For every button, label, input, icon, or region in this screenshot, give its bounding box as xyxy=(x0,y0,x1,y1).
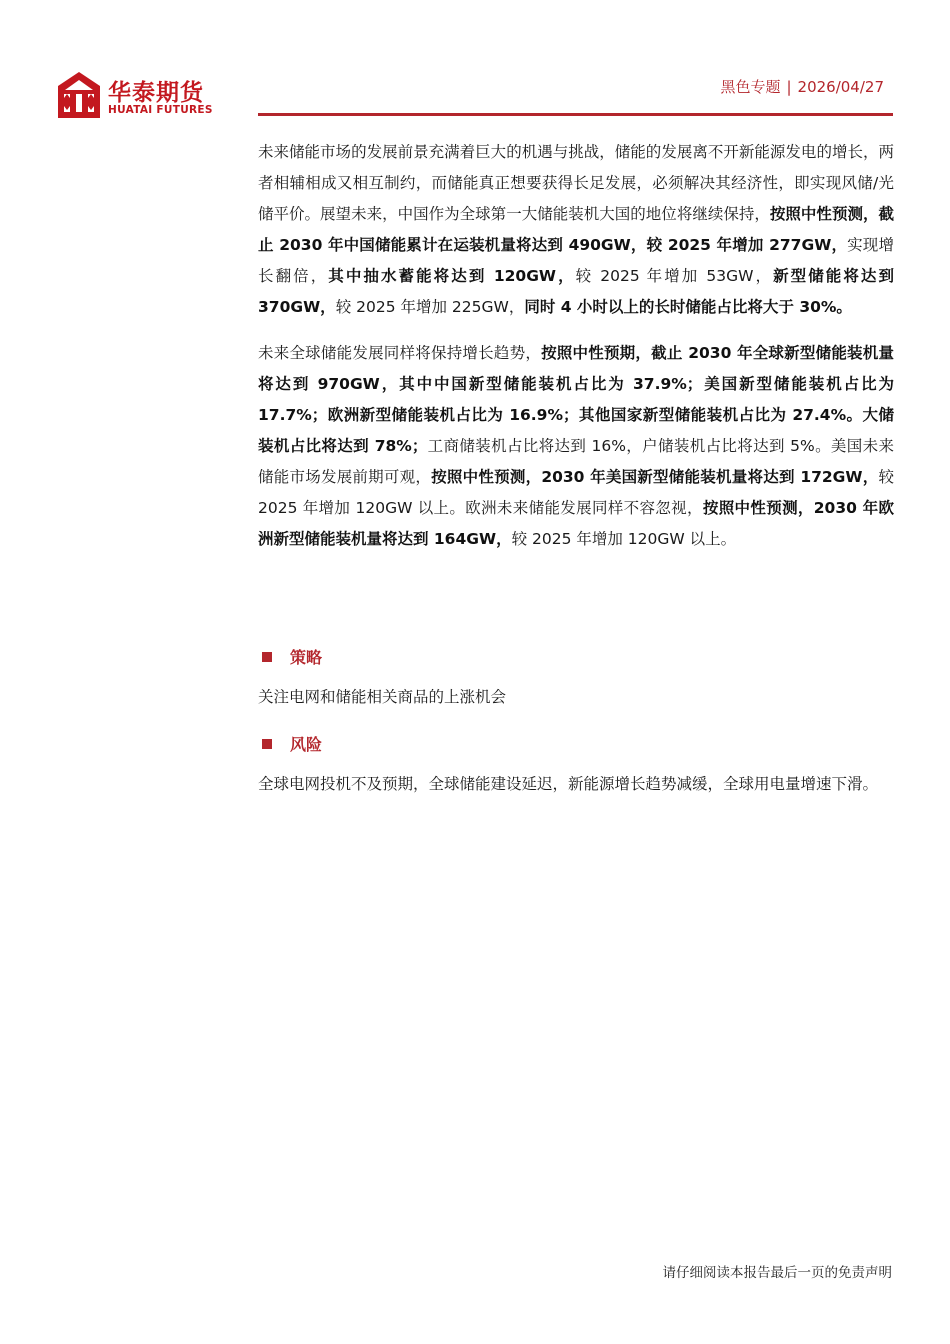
bold-text-segment: 按照中性预测，2030 年欧洲新型储能装机量将达到 164GW， xyxy=(258,499,894,548)
header-meta xyxy=(720,76,884,97)
header-separator: | xyxy=(786,78,792,96)
huatai-logo-icon xyxy=(58,72,100,118)
risk-heading xyxy=(262,732,322,755)
text-segment: 未来储能市场的发展前景充满着巨大的机遇与挑战，储能的发展离不开新能源发电的增长，两者相辅相成又相互制约，而储能真正想要获得长足发展，必须解决其经济性，即实现风储/光储平价。展望未来，中国作为全球第一大储能装机大国的地位将继续保持， xyxy=(258,143,894,223)
bold-text-segment: 按照中性预期，截止 2030 年全球新型储能装机量将达到 970GW，其中中国新型储能装机占比为 37.9%；美国新型储能装机占比为 17.7%；欧洲新型储能装机占比为 16.9%；其他国家新型储能装机占比为 27.4%。大储装机占比将达到 78%； xyxy=(258,344,894,455)
strategy-text: 关注电网和储能相关商品的上涨机会 xyxy=(258,688,507,706)
main-content xyxy=(258,137,894,555)
report-category: 黑色专题 xyxy=(720,78,781,96)
paragraph-china-storage xyxy=(258,137,894,323)
text-segment: 工商储装机占比将达到 16%，户储装机占比将达到 5%。美国未来储能市场发展前期可观， xyxy=(258,437,894,486)
text-segment: 实现增长翻倍， xyxy=(258,236,894,285)
report-date: 2026/04/27 xyxy=(797,78,884,96)
bold-text-segment: 按照中性预测，截止 2030 年中国储能累计在运装机量将达到 490GW，较 2025 年增加 277GW， xyxy=(258,205,894,254)
bold-text-segment: 其中抽水蓄能将达到 120GW， xyxy=(328,267,576,285)
company-logo xyxy=(58,72,228,122)
logo-cn-text: 华泰期货 xyxy=(108,80,204,106)
logo-en-text: HUATAI FUTURES xyxy=(108,104,213,116)
text-segment: 较 2025 年增加 225GW， xyxy=(335,298,525,316)
paragraph-global-storage xyxy=(258,338,894,555)
text-segment: 未来全球储能发展同样将保持增长趋势， xyxy=(258,344,542,362)
strategy-heading xyxy=(262,645,322,668)
risk-text: 全球电网投机不及预期，全球储能建设延迟，新能源增长趋势减缓，全球用电量增速下滑。 xyxy=(258,775,879,793)
bold-text-segment: 同时 4 小时以上的长时储能占比将大于 30%。 xyxy=(524,298,852,316)
bold-text-segment: 新型储能将达到 370GW， xyxy=(258,267,894,316)
header-rule xyxy=(258,113,893,116)
risk-title: 风险 xyxy=(290,735,323,754)
text-segment: 较 2025 年增加 120GW 以上。 xyxy=(511,530,737,548)
text-segment: 较 2025 年增加 53GW， xyxy=(575,267,774,285)
bold-text-segment: 按照中性预测，2030 年美国新型储能装机量将达到 172GW， xyxy=(431,468,879,486)
footer-disclaimer: 请仔细阅读本报告最后一页的免责声明 xyxy=(662,1265,892,1281)
text-segment: 较 2025 年增加 120GW 以上。欧洲未来储能发展同样不容忽视， xyxy=(258,468,894,517)
square-bullet-icon xyxy=(262,739,272,749)
square-bullet-icon xyxy=(262,652,272,662)
strategy-title: 策略 xyxy=(290,648,323,667)
